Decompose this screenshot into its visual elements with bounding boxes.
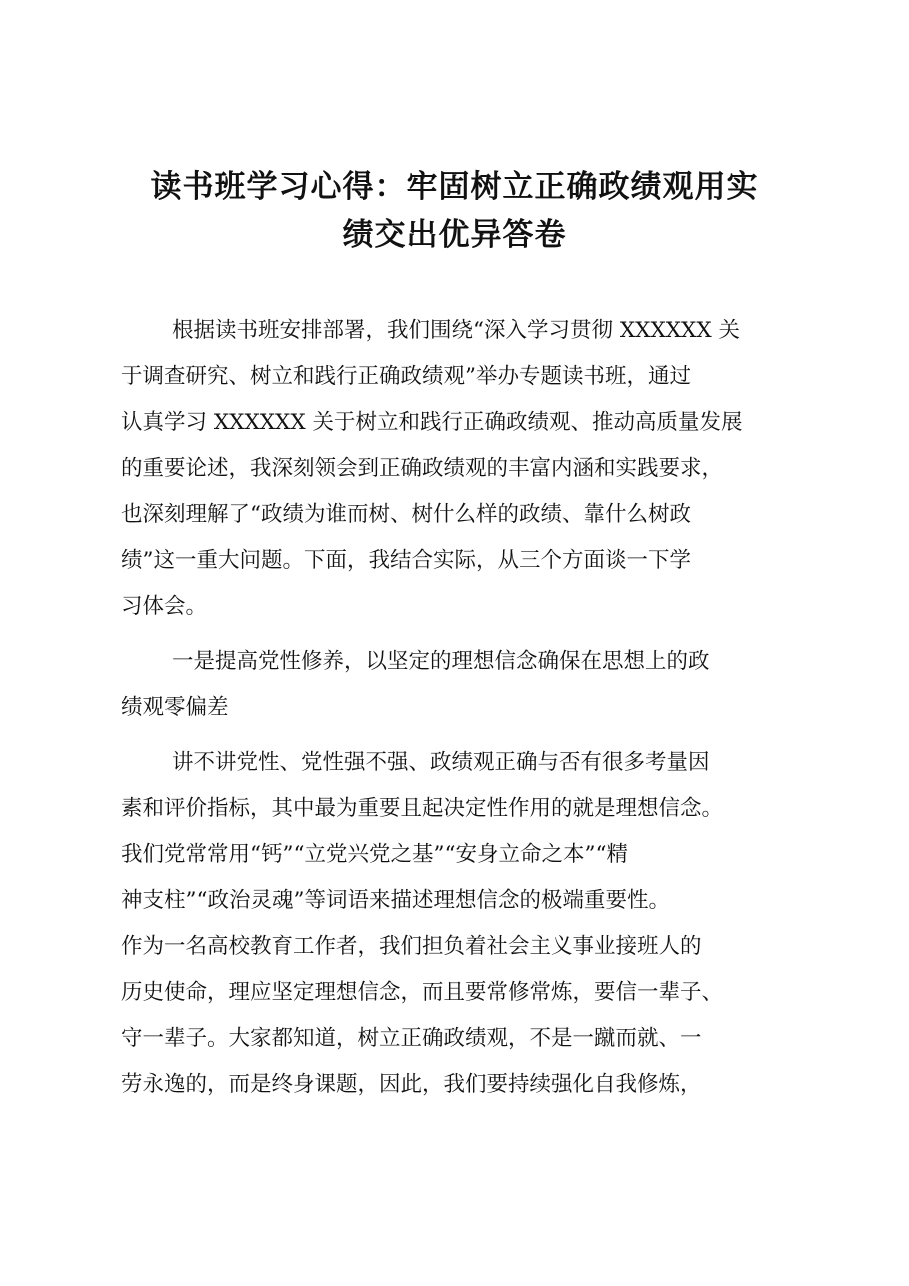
paragraph-2-line: 作为一名高校教育工作者，我们担负着社会主义事业接班人的 [121, 934, 702, 959]
paragraph-1-line: 根据读书班安排部署，我们围绕“深入学习贯彻 XXXXXX 关 [172, 318, 740, 343]
paragraph-2-line: 神支柱”“政治灵魂”等词语来描述理想信念的极端重要性。 [121, 888, 670, 913]
paragraph-1-line: 于调查研究、树立和践行正确政绩观”举办专题读书班，通过 [121, 364, 691, 389]
paragraph-1-line: 认真学习 XXXXXX 关于树立和践行正确政绩观、推动高质量发展 [121, 410, 743, 435]
paragraph-1-line: 习体会。 [121, 594, 208, 619]
paragraph-1-line: 绩”这一重大问题。下面，我结合实际，从三个方面谈一下学 [121, 548, 691, 573]
document-title-line-1: 读书班学习心得：牢固树立正确政绩观用实 [150, 169, 759, 205]
paragraph-2-line: 素和评价指标，其中最为重要且起决定性作用的就是理想信念。 [121, 796, 724, 821]
paragraph-1-line: 也深刻理解了“政绩为谁而树、树什么样的政绩、靠什么树政 [121, 502, 691, 527]
paragraph-2-line: 劳永逸的，而是终身课题，因此，我们要持续强化自我修炼， [121, 1072, 702, 1097]
paragraph-1-line: 的重要论述，我深刻领会到正确政绩观的丰富内涵和实践要求， [121, 456, 724, 481]
section-heading-line: 绩观零偏差 [121, 695, 229, 720]
paragraph-2-line: 我们党常常用“钙”“立党兴党之基”“安身立命之本”“精 [121, 842, 628, 867]
paragraph-2-line: 守一辈子。大家都知道，树立正确政绩观，不是一蹴而就、一 [121, 1026, 702, 1051]
document-title-line-2: 绩交出优异答卷 [342, 217, 567, 253]
paragraph-2-line: 讲不讲党性、党性强不强、政绩观正确与否有很多考量因 [172, 750, 710, 775]
paragraph-2-line: 历史使命，理应坚定理想信念，而且要常修常炼，要信一辈子、 [121, 980, 724, 1005]
section-heading-line: 一是提高党性修养，以坚定的理想信念确保在思想上的政 [172, 649, 710, 674]
